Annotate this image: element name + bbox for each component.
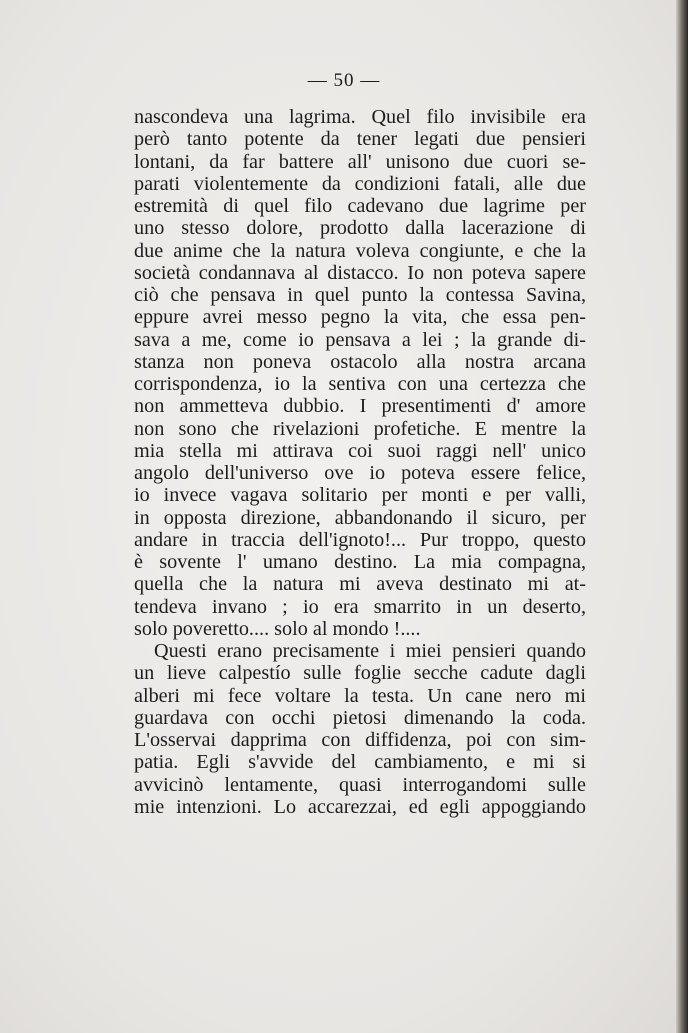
text-line: guardava con occhi pietosi dimenando la coda. [134,706,586,729]
text-line: non sono che rivelazioni profetiche. E mentre la [134,417,586,440]
text-line: è sovente l' umano destino. La mia compagna, [134,551,586,573]
text-line: corrispondenza, io la sentiva con una certezza che [134,373,586,395]
text-line: non ammetteva dubbio. I presentimenti d' amore [134,395,586,418]
text-line: due anime che la natura voleva congiunte, e che la [134,239,586,262]
body-text [134,106,586,818]
text-line: sava a me, come io pensava a lei ; la grande di- [134,328,586,351]
text-line: solo poveretto.... solo al mondo !.... [134,617,421,640]
text-line: mie intenzioni. Lo accarezzai, ed egli appoggiando [134,795,586,818]
text-line: tendeva invano ; io era smarrito in un deserto, [134,595,586,618]
text-line: stanza non poneva ostacolo alla nostra arcana [134,350,586,373]
text-line: un lieve calpestío sulle foglie secche cadute dagli [134,662,586,685]
text-line: avvicinò lentamente, quasi interrogandomi sulle [134,773,586,796]
text-line: io invece vagava solitario per monti e per valli, [134,484,586,507]
text-line: in opposta direzione, abbandonando il sicuro, per [134,506,586,529]
page-number: — 50 — [307,70,381,91]
text-line: angolo dell'universo ove io poteva essere felice, [134,462,586,484]
text-line: quella che la natura mi aveva destinato mi at- [134,573,586,596]
text-line: andare in traccia dell'ignoto!... Pur troppo, questo [134,528,586,551]
text-line: lontani, da far battere all' unisono due cuori se- [134,150,586,173]
text-line: mia stella mi attirava coi suoi raggi nell' unico [134,439,586,462]
text-line: società condannava al distacco. Io non poteva sapere [134,261,586,284]
text-line: estremità di quel filo cadevano due lagrime per [134,195,586,217]
text-line: Questi erano precisamente i miei pensieri quando [154,640,586,662]
text-line: eppure avrei messo pegno la vita, che essa pen- [134,306,586,329]
paragraph [134,640,586,818]
text-line: però tanto potente da tener legati due pensieri [134,128,586,151]
page-binding-shadow [676,0,688,1033]
text-line: alberi mi fece voltare la testa. Un cane nero mi [134,684,586,707]
text-line: nascondeva una lagrima. Quel filo invisibile era [134,106,586,128]
text-line: L'osservai dapprima con diffidenza, poi con sim- [134,729,586,751]
text-line: ciò che pensava in quel punto la contessa Savina, [134,284,586,306]
paragraph [134,106,586,640]
text-line: uno stesso dolore, prodotto dalla lacerazione di [134,217,586,240]
text-line: parati violentemente da condizioni fatali, alle due [134,172,586,195]
text-line: patia. Egli s'avvide del cambiamento, e mi si [134,751,586,774]
